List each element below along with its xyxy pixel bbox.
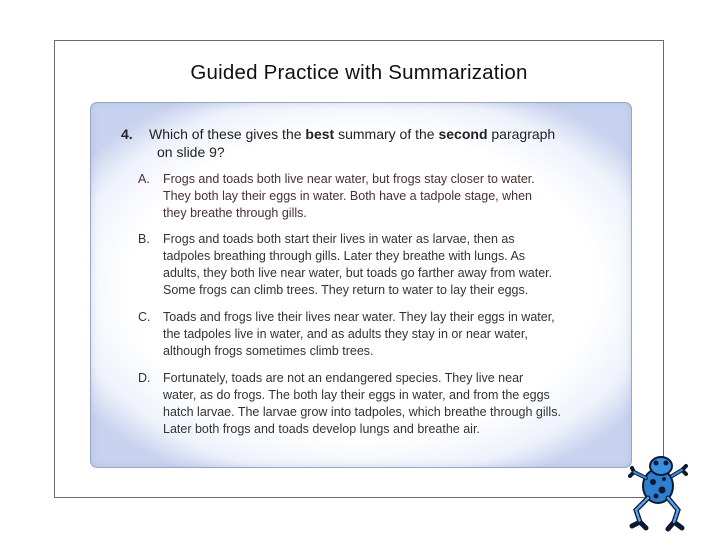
option-line: Some frogs can climb trees. They return to water to lay their eggs. (163, 283, 529, 297)
question-emphasis-second: second (438, 126, 488, 142)
question-text-part2: summary of the (334, 126, 439, 142)
answer-option-c[interactable] (138, 309, 618, 360)
option-line: Frogs and toads both start their lives in water as larvae, then as (163, 232, 515, 246)
answer-option-a[interactable] (138, 171, 618, 222)
answer-option-d[interactable] (138, 370, 618, 438)
option-line: Toads and frogs live their lives near water. They lay their eggs in water, (163, 310, 555, 324)
option-line: Frogs and toads both live near water, but frogs stay closer to water. (163, 172, 535, 186)
question-text-part3: paragraph (487, 126, 556, 142)
option-letter: B. (138, 232, 150, 246)
question-emphasis-best: best (305, 126, 335, 142)
question-text-part1: Which of these gives the (149, 126, 306, 142)
slide-frame (54, 40, 664, 498)
option-line: water, as do frogs. The both lay their eggs in water, and from the eggs (163, 388, 550, 402)
answer-option-b[interactable] (138, 231, 618, 299)
option-letter: A. (138, 172, 150, 186)
option-line: adults, they both live near water, but toads go farther away from water. (163, 266, 553, 280)
option-line: tadpoles breathing through gills. Later they breathe with lungs. As (163, 249, 526, 263)
option-line: although frogs sometimes climb trees. (163, 344, 374, 358)
question-text-line2: on slide 9? (157, 144, 225, 160)
slide-title: Guided Practice with Summarization (190, 61, 528, 84)
question-text (149, 125, 621, 143)
option-line: they breathe through gills. (163, 206, 307, 220)
answer-options (138, 171, 618, 438)
option-line: the tadpoles live in water, and as adults they stay in or near water, (163, 327, 528, 341)
poison-dart-frog-icon (628, 452, 690, 532)
question-number: 4. (121, 126, 133, 142)
option-line: Later both frogs and toads develop lungs and breathe air. (163, 422, 480, 436)
option-letter: C. (138, 310, 151, 324)
option-line: Fortunately, toads are not an endangered species. They live near (163, 371, 524, 385)
option-letter: D. (138, 371, 151, 385)
question (121, 125, 621, 161)
option-line: hatch larvae. The larvae grow into tadpoles, which breathe through gills. (163, 405, 561, 419)
question-panel (90, 102, 632, 468)
option-line: They both lay their eggs in water. Both have a tadpole stage, when (163, 189, 532, 203)
